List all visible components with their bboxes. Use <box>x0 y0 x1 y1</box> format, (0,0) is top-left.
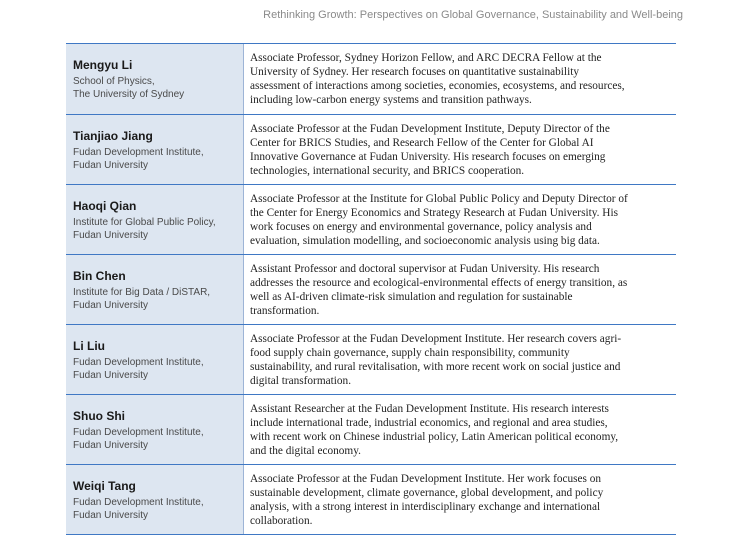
affiliation-line: Fudan University <box>73 160 149 171</box>
contributor-bio <box>244 395 676 464</box>
bio-line: technologies, international security, and BRICS cooperation. <box>250 165 525 178</box>
running-header: Rethinking Growth: Perspectives on Global Governance, Sustainability and Well-being <box>263 9 683 21</box>
contributor-name: Tianjiao Jiang <box>73 129 153 143</box>
affiliation-line: School of Physics, <box>73 76 155 87</box>
affiliation-line: Fudan University <box>73 230 149 241</box>
bio-line: including low-carbon energy systems and transition pathways. <box>250 94 532 107</box>
contributor-row <box>66 465 676 535</box>
bio-line: Assistant Researcher at the Fudan Development Institute. His research interests <box>250 403 609 415</box>
contributor-bio <box>244 115 676 184</box>
affiliation-line: Fudan University <box>73 300 149 311</box>
contributor-name-cell <box>66 465 244 534</box>
contributor-row <box>66 255 676 325</box>
bio-line: addresses the resource and ecological-environmental effects of energy transition, as <box>250 277 628 290</box>
bio-line: digital transformation. <box>250 375 352 388</box>
contributor-row <box>66 44 676 115</box>
contributor-row <box>66 395 676 465</box>
bio-line: collaboration. <box>250 515 313 528</box>
contributor-bio <box>244 185 676 254</box>
contributor-name: Weiqi Tang <box>73 479 136 493</box>
bio-line: Center for BRICS Studies, and Research Fellow of the Center for Global AI <box>250 137 594 150</box>
bio-line: Associate Professor at the Institute for Global Public Policy and Deputy Director of <box>250 193 628 205</box>
affiliation-line: The University of Sydney <box>73 89 185 100</box>
contributor-name: Mengyu Li <box>73 58 133 72</box>
bio-line: analysis, with a strong interest in interdisciplinary exchange and international <box>250 501 601 514</box>
contributor-bio <box>244 255 676 324</box>
contributor-row <box>66 115 676 185</box>
affiliation-line: Fudan Development Institute, <box>73 147 204 158</box>
affiliation-line: Institute for Big Data / DiSTAR, <box>73 287 211 298</box>
contributor-name: Bin Chen <box>73 269 126 283</box>
contributor-row <box>66 325 676 395</box>
bio-line: sustainability, and rural revitalisation, with more recent work on social justice and <box>250 361 621 374</box>
bio-line: and the digital economy. <box>250 445 361 458</box>
contributor-bio <box>244 325 676 394</box>
bio-line: University of Sydney. Her research focuses on quantitative sustainability <box>250 66 579 79</box>
contributor-bio <box>244 44 676 114</box>
contributor-name-cell <box>66 44 244 114</box>
affiliation-line: Institute for Global Public Policy, <box>73 217 216 228</box>
affiliation-line: Fudan Development Institute, <box>73 357 204 368</box>
contributor-name-cell <box>66 185 244 254</box>
contributors-table <box>66 43 676 535</box>
bio-line: well as AI-driven climate-risk simulation and regulation for sustainable <box>250 291 573 304</box>
bio-line: the Center for Energy Economics and Strategy Research at Fudan University. His <box>250 207 618 220</box>
contributor-name-cell <box>66 395 244 464</box>
contributor-bio <box>244 465 676 534</box>
contributor-name: Haoqi Qian <box>73 199 137 213</box>
bio-line: food supply chain governance, supply chain responsibility, community <box>250 347 570 360</box>
bio-line: Associate Professor at the Fudan Development Institute. Her work focuses on <box>250 473 602 485</box>
bio-line: sustainable development, climate governance, global development, and policy <box>250 487 604 500</box>
bio-line: Assistant Professor and doctoral supervisor at Fudan University. His research <box>250 263 600 275</box>
bio-line: Associate Professor, Sydney Horizon Fellow, and ARC DECRA Fellow at the <box>250 52 602 64</box>
affiliation-line: Fudan Development Institute, <box>73 497 204 508</box>
contributor-name: Shuo Shi <box>73 409 125 423</box>
contributor-name-cell <box>66 325 244 394</box>
bio-line: include international trade, industrial economics, and regional and area studies, <box>250 417 608 430</box>
affiliation-line: Fudan University <box>73 370 149 381</box>
bio-line: Innovative Governance at Fudan University. His research focuses on emerging <box>250 151 606 164</box>
affiliation-line: Fudan Development Institute, <box>73 427 204 438</box>
contributor-name-cell <box>66 255 244 324</box>
bio-line: work focuses on energy and environmental governance, policy analysis and <box>250 221 592 234</box>
bio-line: assessment of interactions among societies, economies, ecosystems, and resources, <box>250 80 625 93</box>
contributor-name: Li Liu <box>73 339 105 353</box>
bio-line: with recent work on Chinese industrial policy, Latin American political economy, <box>250 431 619 444</box>
contributor-row <box>66 185 676 255</box>
affiliation-line: Fudan University <box>73 440 149 451</box>
bio-line: evaluation, simulation modelling, and socioeconomic analysis using big data. <box>250 235 600 248</box>
bio-line: Associate Professor at the Fudan Development Institute, Deputy Director of the <box>250 123 610 135</box>
contributor-name-cell <box>66 115 244 184</box>
affiliation-line: Fudan University <box>73 510 149 521</box>
bio-line: transformation. <box>250 305 320 318</box>
bio-line: Associate Professor at the Fudan Development Institute. Her research covers agri- <box>250 333 622 345</box>
